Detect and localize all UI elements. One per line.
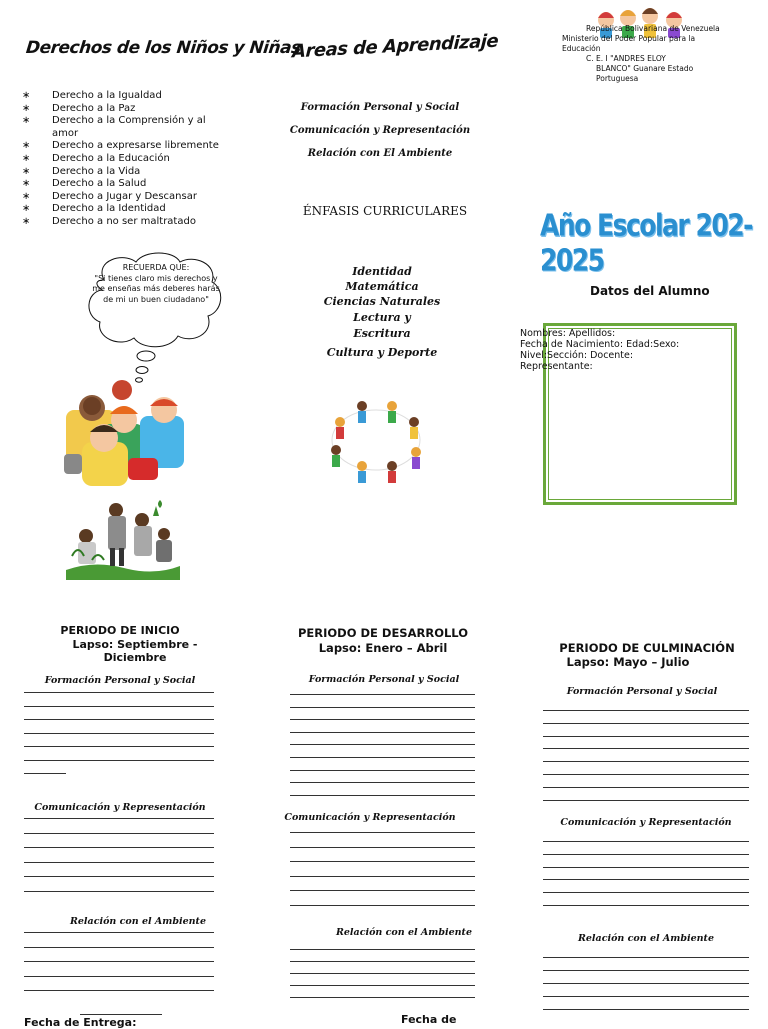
blank-line (24, 692, 214, 693)
blank-line (290, 744, 475, 745)
blank-line (543, 736, 749, 737)
period-lapse: Lapso: Mayo – Julio (566, 655, 690, 669)
blank-line (290, 707, 475, 708)
blank-line (290, 782, 475, 783)
rights-list-item: ∗ Derecho a la Vida (22, 166, 222, 179)
blank-line (24, 961, 214, 962)
period-lapse: Lapso: Septiembre - Diciembre (72, 638, 198, 664)
blank-line (290, 757, 475, 758)
student-field: Nombres: Apellidos: (520, 328, 616, 339)
blank-line (543, 879, 749, 880)
rights-list-item: ∗ Derecho a expresarse libremente (22, 140, 222, 153)
blank-line (290, 890, 475, 891)
blank-line (290, 949, 475, 950)
area-item: Formación Personal y Social (300, 102, 460, 113)
blank-line (543, 761, 749, 762)
blank-line (290, 876, 475, 877)
period-area-label: Relación con el Ambiente (335, 927, 472, 938)
institution-header-line: Portuguesa (596, 74, 639, 83)
blank-line (543, 996, 749, 997)
blank-line (543, 892, 749, 893)
blank-line (290, 973, 475, 974)
rights-list-item: ∗ Derecho a la Igualdad (22, 90, 222, 103)
blank-line (290, 905, 475, 906)
blank-line (543, 905, 749, 906)
children-group-illustration (62, 380, 196, 492)
enfasis-item: Matemática (345, 280, 419, 293)
blank-line (24, 706, 214, 707)
area-item: Comunicación y Representación (289, 125, 471, 136)
rights-title: Derechos de los Niños y Niñas (24, 38, 302, 58)
blank-line (543, 774, 749, 775)
period-area-label: Relación con el Ambiente (577, 933, 714, 944)
blank-line (543, 867, 749, 868)
blank-line (543, 1009, 749, 1010)
blank-line (290, 719, 475, 720)
blank-line (24, 760, 214, 761)
blank-line (24, 876, 214, 877)
period-area-label: Formación Personal y Social (566, 686, 718, 697)
blank-line (290, 694, 475, 695)
blank-line (543, 983, 749, 984)
delivery-date-label: Fecha de Entrega: (24, 1016, 137, 1029)
blank-line (290, 847, 475, 848)
delivery-date-label: Fecha de (401, 1013, 457, 1026)
period-area-label: Comunicación y Representación (34, 802, 206, 813)
rights-list-item: ∗ Derecho a la Salud (22, 178, 222, 191)
blank-line (24, 733, 214, 734)
student-field: Fecha de Nacimiento: Edad:Sexo: (520, 339, 680, 350)
enfasis-title: ÉNFASIS CURRICULARES (302, 204, 468, 218)
rights-list-item: ∗ Derecho a la Identidad (22, 203, 222, 216)
rights-list-item: ∗ Derecho a Jugar y Descansar (22, 191, 222, 204)
blank-line (24, 719, 214, 720)
institution-header-line: República Bolivariana de Venezuela (586, 24, 720, 33)
institution-header-line: C. E. I "ANDRES ELOY (586, 54, 666, 63)
period-area-label: Comunicación y Representación (284, 812, 456, 823)
period-lapse: Lapso: Enero – Abril (318, 641, 448, 655)
blank-line (543, 841, 749, 842)
period-area-label: Formación Personal y Social (308, 674, 460, 685)
children-circle-illustration (318, 392, 434, 486)
period-title: PERIODO DE CULMINACIÓN (559, 641, 735, 655)
institution-header-line: Ministerio del Poder Popular para la (562, 34, 696, 43)
student-data-title: Datos del Alumno (590, 284, 710, 298)
student-field: Nivel:Sección: Docente: (520, 350, 634, 361)
student-data-fields (520, 328, 679, 372)
rights-list-item: ∗ Derecho a la Comprensión y al amor (22, 115, 222, 140)
blank-line (24, 833, 214, 834)
rights-list-item: ∗ Derecho a no ser maltratado (22, 216, 222, 229)
period-title: PERIODO DE INICIO (60, 624, 180, 637)
enfasis-item: Lectura y (353, 311, 411, 324)
blank-line (290, 997, 475, 998)
student-field: Representante: (520, 361, 593, 372)
blank-line (24, 891, 214, 892)
blank-line (543, 854, 749, 855)
blank-line (543, 748, 749, 749)
enfasis-item: Escritura (353, 327, 411, 340)
blank-line (290, 961, 475, 962)
blank-line (24, 932, 214, 933)
period-area-label: Formación Personal y Social (44, 675, 196, 686)
blank-line (543, 710, 749, 711)
period-area-label: Comunicación y Representación (560, 817, 732, 828)
period-title: PERIODO DE DESARROLLO (297, 626, 469, 640)
blank-line (290, 985, 475, 986)
blank-line (543, 787, 749, 788)
rights-list-item: ∗ Derecho a la Paz (22, 103, 222, 116)
institution-header-line: BLANCO" Guanare Estado (596, 64, 694, 73)
enfasis-item: Ciencias Naturales (323, 295, 441, 308)
reminder-text: RECUERDA QUE: "Si tienes claro mis derechos y me enseñas más deberes harás de mi un buen ciudadano" (92, 263, 220, 304)
blank-line (24, 990, 214, 991)
blank-line (24, 847, 214, 848)
blank-line (24, 773, 66, 774)
blank-line (543, 957, 749, 958)
areas-title: Areas de Aprendizaje (291, 30, 499, 63)
blank-line (290, 732, 475, 733)
blank-line (290, 795, 475, 796)
enfasis-item: Cultura y Deporte (326, 346, 438, 359)
institution-header-line: Educación (562, 44, 601, 53)
blank-line (24, 947, 214, 948)
blank-line (543, 800, 749, 801)
school-year-title: Año Escolar 202-2025 (540, 208, 753, 278)
children-planting-illustration (64, 496, 182, 580)
institution-header (562, 24, 742, 84)
blank-line (24, 818, 214, 819)
rights-list (22, 90, 222, 229)
enfasis-item: Identidad (352, 265, 412, 278)
footer-line (80, 1014, 162, 1015)
blank-line (543, 970, 749, 971)
rights-list-item: ∗ Derecho a la Educación (22, 153, 222, 166)
blank-line (543, 723, 749, 724)
period-area-label: Relación con el Ambiente (69, 916, 206, 927)
blank-line (24, 862, 214, 863)
blank-line (290, 770, 475, 771)
blank-line (290, 832, 475, 833)
area-item: Relación con El Ambiente (307, 148, 453, 159)
blank-line (24, 746, 214, 747)
blank-line (290, 861, 475, 862)
blank-line (24, 976, 214, 977)
